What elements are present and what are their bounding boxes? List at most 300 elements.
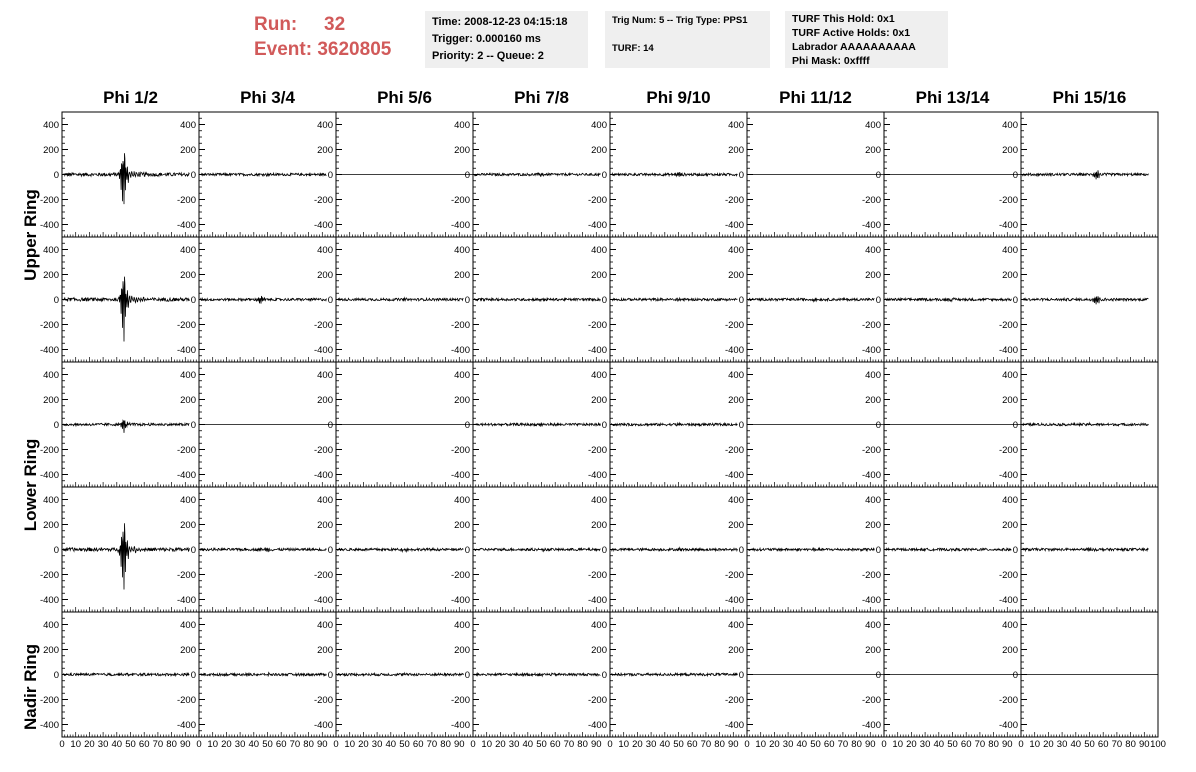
y-tick-label: 200 <box>454 645 470 656</box>
x-tick-label: 20 <box>632 739 643 750</box>
y-tick-label: -400 <box>998 720 1018 731</box>
x-tick-label: 70 <box>563 739 575 750</box>
x-tick-label: 80 <box>440 739 451 750</box>
y-tick-label: 200 <box>728 645 744 656</box>
y-tick-label: -200 <box>998 445 1018 456</box>
y-tick-label: -400 <box>176 220 196 231</box>
y-tick-label: -200 <box>998 195 1018 206</box>
y-tick-label: 0 <box>464 170 470 181</box>
y-tick-label: -400 <box>724 595 744 606</box>
turf-hold-line: TURF This Hold: 0x1 <box>792 13 895 25</box>
y-tick-label: 200 <box>728 270 744 281</box>
x-tick-label: 40 <box>522 739 534 750</box>
y-tick-label: 400 <box>43 495 59 506</box>
x-tick-label: 20 <box>769 739 780 750</box>
y-tick-label: 0 <box>327 170 333 181</box>
x-tick-label: 50 <box>399 739 410 750</box>
y-tick-label: -200 <box>313 320 333 331</box>
y-tick-label: 0 <box>875 420 881 431</box>
x-tick-label: 70 <box>152 739 164 750</box>
x-tick-label: 10 <box>344 739 355 750</box>
waveform-trace <box>200 548 326 552</box>
y-tick-label: 200 <box>180 645 196 656</box>
waveform-trace <box>611 548 737 551</box>
waveform-trace <box>474 298 600 301</box>
y-tick-label: 200 <box>865 145 881 156</box>
y-tick-label: -400 <box>587 220 607 231</box>
y-tick-label: -400 <box>861 345 881 356</box>
trigger-line: Trigger: 0.000160 ms <box>432 33 541 45</box>
y-tick-label: -200 <box>450 195 470 206</box>
y-tick-label: -400 <box>450 595 470 606</box>
y-tick-label: 400 <box>591 370 607 381</box>
y-tick-label: 0 <box>601 295 607 306</box>
y-tick-label: 0 <box>601 420 607 431</box>
y-tick-label: -200 <box>998 570 1018 581</box>
column-header-phi-1-2: Phi 1/2 <box>103 88 158 107</box>
y-tick-label: -400 <box>39 470 59 481</box>
y-tick-label: 400 <box>317 245 333 256</box>
y-tick-label: 200 <box>43 270 59 281</box>
y-tick-label: -400 <box>313 345 333 356</box>
x-tick-label: 50 <box>1084 739 1095 750</box>
y-tick-label: -400 <box>724 345 744 356</box>
x-tick-label: 70 <box>974 739 986 750</box>
y-tick-label: -400 <box>998 345 1018 356</box>
y-tick-label: -400 <box>313 720 333 731</box>
y-tick-label: 0 <box>464 545 470 556</box>
x-tick-label: 20 <box>495 739 506 750</box>
x-tick-label: 50 <box>673 739 684 750</box>
y-tick-label: 400 <box>865 245 881 256</box>
x-tick-label: 0 <box>1018 739 1024 750</box>
x-tick-label: 80 <box>1125 739 1136 750</box>
y-tick-label: 400 <box>180 495 196 506</box>
y-tick-label: -200 <box>861 320 881 331</box>
y-tick-label: -200 <box>176 195 196 206</box>
y-tick-label: 0 <box>601 170 607 181</box>
y-tick-label: -400 <box>724 470 744 481</box>
y-tick-label: -400 <box>450 220 470 231</box>
waveform-trace <box>1022 170 1148 179</box>
y-tick-label: -400 <box>39 220 59 231</box>
x-tick-label: 80 <box>166 739 177 750</box>
waveform-trace <box>474 173 600 177</box>
x-tick-label: 20 <box>1043 739 1054 750</box>
y-tick-label: -200 <box>39 445 59 456</box>
y-tick-label: -200 <box>39 570 59 581</box>
y-tick-label: -400 <box>998 595 1018 606</box>
y-tick-label: 200 <box>317 395 333 406</box>
y-tick-label: 400 <box>180 120 196 131</box>
x-tick-label: 40 <box>1070 739 1082 750</box>
y-tick-label: -200 <box>176 320 196 331</box>
y-tick-label: 200 <box>180 145 196 156</box>
y-tick-label: 200 <box>180 270 196 281</box>
y-tick-label: 200 <box>728 395 744 406</box>
y-tick-label: 200 <box>728 145 744 156</box>
x-tick-label: 10 <box>481 739 492 750</box>
y-tick-label: -200 <box>450 695 470 706</box>
y-tick-label: 400 <box>1002 120 1018 131</box>
y-tick-label: 400 <box>180 245 196 256</box>
y-tick-label: -400 <box>450 720 470 731</box>
y-tick-label: -400 <box>587 720 607 731</box>
turf-line: TURF: 14 <box>612 43 654 54</box>
y-tick-label: 200 <box>1002 145 1018 156</box>
y-tick-label: 0 <box>875 170 881 181</box>
y-tick-label: 200 <box>1002 520 1018 531</box>
y-tick-label: 200 <box>317 645 333 656</box>
x-tick-label: 30 <box>508 739 520 750</box>
y-tick-label: 0 <box>464 670 470 681</box>
y-tick-label: -400 <box>587 470 607 481</box>
column-header-phi-11-12: Phi 11/12 <box>779 88 852 107</box>
x-tick-label: 70 <box>426 739 438 750</box>
y-tick-label: 200 <box>591 270 607 281</box>
x-tick-label: 80 <box>303 739 314 750</box>
x-tick-label: 80 <box>714 739 725 750</box>
y-tick-label: 200 <box>865 395 881 406</box>
x-tick-label: 30 <box>97 739 109 750</box>
column-header-phi-9-10: Phi 9/10 <box>646 88 711 107</box>
y-tick-label: -200 <box>39 195 59 206</box>
x-tick-label: 60 <box>275 739 287 750</box>
y-tick-label: 400 <box>728 370 744 381</box>
waveform-trace <box>63 277 189 342</box>
y-tick-label: 0 <box>738 170 744 181</box>
x-tick-label: 20 <box>358 739 369 750</box>
waveform-trace <box>63 420 189 432</box>
x-tick-label: 30 <box>1056 739 1068 750</box>
y-tick-label: -400 <box>39 345 59 356</box>
y-tick-label: 200 <box>591 520 607 531</box>
y-tick-label: -400 <box>313 470 333 481</box>
x-tick-label: 50 <box>810 739 821 750</box>
column-header-phi-7-8: Phi 7/8 <box>514 88 569 107</box>
x-tick-label: 30 <box>645 739 657 750</box>
y-tick-label: -400 <box>998 470 1018 481</box>
y-tick-label: 200 <box>180 520 196 531</box>
x-tick-label: 80 <box>851 739 862 750</box>
waveform-trace <box>1022 296 1148 304</box>
y-tick-label: 400 <box>1002 620 1018 631</box>
y-tick-label: -400 <box>587 595 607 606</box>
x-tick-label: 70 <box>289 739 301 750</box>
y-tick-label: -400 <box>450 470 470 481</box>
y-tick-label: 200 <box>728 520 744 531</box>
y-tick-label: -400 <box>861 470 881 481</box>
y-tick-label: -200 <box>861 695 881 706</box>
y-tick-label: 0 <box>190 670 196 681</box>
x-tick-label: 70 <box>700 739 712 750</box>
y-tick-label: 400 <box>591 495 607 506</box>
y-tick-label: 200 <box>43 145 59 156</box>
y-tick-label: -200 <box>724 695 744 706</box>
y-tick-label: 400 <box>591 620 607 631</box>
y-tick-label: 400 <box>728 495 744 506</box>
y-tick-label: 400 <box>454 620 470 631</box>
y-tick-label: 0 <box>875 545 881 556</box>
x-tick-label: 20 <box>906 739 917 750</box>
y-tick-label: -200 <box>587 195 607 206</box>
x-tick-label: 30 <box>782 739 794 750</box>
waveform-trace <box>474 423 600 427</box>
x-tick-label: 10 <box>70 739 81 750</box>
waveform-trace <box>337 548 463 551</box>
y-tick-label: -200 <box>450 320 470 331</box>
y-tick-label: -200 <box>450 570 470 581</box>
y-tick-label: 0 <box>53 170 59 181</box>
y-tick-label: 200 <box>317 520 333 531</box>
y-tick-label: -200 <box>861 570 881 581</box>
y-tick-label: -200 <box>587 570 607 581</box>
waveform-trace <box>611 423 737 426</box>
y-tick-label: -400 <box>176 470 196 481</box>
time-line: Time: 2008-12-23 04:15:18 <box>432 16 568 28</box>
y-tick-label: 0 <box>53 295 59 306</box>
y-tick-label: -200 <box>998 320 1018 331</box>
y-tick-label: 0 <box>1012 545 1018 556</box>
waveform-trace <box>63 673 189 676</box>
y-tick-label: 400 <box>317 495 333 506</box>
y-tick-label: 200 <box>591 645 607 656</box>
x-tick-label: 40 <box>933 739 945 750</box>
y-tick-label: 0 <box>190 545 196 556</box>
x-tick-label: 40 <box>385 739 397 750</box>
y-tick-label: -200 <box>176 695 196 706</box>
x-tick-label: 60 <box>823 739 835 750</box>
y-tick-label: 400 <box>865 620 881 631</box>
y-tick-label: -400 <box>998 220 1018 231</box>
y-tick-label: 0 <box>327 670 333 681</box>
x-tick-label: 30 <box>234 739 246 750</box>
x-tick-label: 60 <box>960 739 972 750</box>
phi-mask-line: Phi Mask: 0xffff <box>792 55 870 67</box>
x-tick-label: 70 <box>1111 739 1123 750</box>
column-header-phi-3-4: Phi 3/4 <box>240 88 295 107</box>
priority-line: Priority: 2 -- Queue: 2 <box>432 50 544 62</box>
waveform-trace <box>200 173 326 176</box>
x-tick-label: 90 <box>180 739 191 750</box>
y-tick-label: -200 <box>998 695 1018 706</box>
y-tick-label: -200 <box>724 195 744 206</box>
ring-label-nadir: Nadir Ring <box>21 644 40 730</box>
x-tick-label: 20 <box>221 739 232 750</box>
waveform-trace <box>1022 423 1148 426</box>
x-tick-label: 40 <box>111 739 123 750</box>
y-tick-label: 400 <box>728 120 744 131</box>
y-tick-label: 200 <box>1002 645 1018 656</box>
y-tick-label: -400 <box>861 595 881 606</box>
waveform-trace <box>474 673 600 676</box>
y-tick-label: 200 <box>180 395 196 406</box>
x-tick-label: 90 <box>454 739 465 750</box>
waveform-trace <box>474 548 600 551</box>
y-tick-label: 0 <box>738 295 744 306</box>
y-tick-label: 0 <box>327 420 333 431</box>
y-tick-label: 400 <box>1002 495 1018 506</box>
y-tick-label: 200 <box>454 520 470 531</box>
y-tick-label: 0 <box>53 545 59 556</box>
y-tick-label: 400 <box>454 245 470 256</box>
y-tick-label: -200 <box>39 695 59 706</box>
event-value: 3620805 <box>317 39 392 60</box>
x-tick-label: 60 <box>412 739 424 750</box>
y-tick-label: -400 <box>39 595 59 606</box>
event-label: Event: <box>254 39 313 60</box>
x-tick-label: 50 <box>262 739 273 750</box>
y-tick-label: -400 <box>176 720 196 731</box>
y-tick-label: -400 <box>861 220 881 231</box>
y-tick-label: 400 <box>454 120 470 131</box>
waveform-trace <box>200 673 326 677</box>
waveform-trace <box>885 298 1011 301</box>
y-tick-label: 400 <box>43 620 59 631</box>
y-tick-label: -200 <box>587 445 607 456</box>
column-header-phi-5-6: Phi 5/6 <box>377 88 432 107</box>
waveform-trace <box>63 523 189 589</box>
y-tick-label: 400 <box>865 495 881 506</box>
trig-num-line: Trig Num: 5 -- Trig Type: PPS1 <box>612 15 748 26</box>
waveform-trace <box>337 298 463 302</box>
y-tick-label: 400 <box>591 245 607 256</box>
y-tick-label: 0 <box>190 170 196 181</box>
x-tick-label: 0 <box>607 739 613 750</box>
y-tick-label: 0 <box>327 545 333 556</box>
x-tick-label: 60 <box>1097 739 1109 750</box>
waveform-trace <box>748 298 874 302</box>
y-tick-label: -200 <box>587 320 607 331</box>
x-tick-label: 70 <box>837 739 849 750</box>
x-tick-label: 90 <box>728 739 739 750</box>
x-tick-label: 10 <box>207 739 218 750</box>
y-tick-label: 200 <box>454 395 470 406</box>
y-tick-label: -200 <box>313 195 333 206</box>
x-tick-label: 0 <box>59 739 65 750</box>
y-tick-label: 400 <box>1002 370 1018 381</box>
x-tick-label: 0 <box>744 739 750 750</box>
y-tick-label: 0 <box>190 420 196 431</box>
x-tick-label: 90 <box>317 739 328 750</box>
y-tick-label: -400 <box>724 220 744 231</box>
x-tick-label: 90 <box>591 739 602 750</box>
waveform-trace <box>885 548 1011 551</box>
y-tick-label: -200 <box>313 570 333 581</box>
y-tick-label: 200 <box>454 270 470 281</box>
y-tick-label: 400 <box>43 370 59 381</box>
x-tick-label: 30 <box>371 739 383 750</box>
y-tick-label: -200 <box>861 195 881 206</box>
y-tick-label: -200 <box>176 570 196 581</box>
x-tick-label: 60 <box>686 739 698 750</box>
x-tick-label: 60 <box>138 739 150 750</box>
y-tick-label: -200 <box>450 445 470 456</box>
x-tick-label: 80 <box>988 739 999 750</box>
waveform-trace <box>748 548 874 551</box>
waveform-trace <box>1022 547 1148 551</box>
x-tick-label: 0 <box>333 739 339 750</box>
y-tick-label: 400 <box>728 620 744 631</box>
x-tick-label: 100 <box>1150 739 1166 750</box>
y-tick-label: 200 <box>865 270 881 281</box>
x-tick-label: 40 <box>248 739 260 750</box>
y-tick-label: -200 <box>724 570 744 581</box>
x-tick-label: 50 <box>947 739 958 750</box>
y-tick-label: -200 <box>724 320 744 331</box>
column-header-phi-13-14: Phi 13/14 <box>915 88 990 107</box>
labrador-line: Labrador AAAAAAAAAA <box>792 41 916 53</box>
waveform-trace <box>200 296 326 304</box>
y-tick-label: -200 <box>724 445 744 456</box>
y-tick-label: -400 <box>450 345 470 356</box>
y-tick-label: 400 <box>317 370 333 381</box>
x-tick-label: 0 <box>470 739 476 750</box>
column-header-phi-15-16: Phi 15/16 <box>1052 88 1127 107</box>
waveform-trace <box>63 153 189 204</box>
y-tick-label: 0 <box>601 670 607 681</box>
y-tick-label: 400 <box>728 245 744 256</box>
waveform-trace <box>611 172 737 177</box>
y-tick-label: -200 <box>313 695 333 706</box>
y-tick-label: -200 <box>39 320 59 331</box>
y-tick-label: 400 <box>865 370 881 381</box>
y-tick-label: 0 <box>327 295 333 306</box>
y-tick-label: 0 <box>738 670 744 681</box>
y-tick-label: 400 <box>317 120 333 131</box>
y-tick-label: 200 <box>317 270 333 281</box>
x-tick-label: 90 <box>1139 739 1150 750</box>
x-tick-label: 80 <box>577 739 588 750</box>
y-tick-label: -400 <box>724 720 744 731</box>
y-tick-label: 400 <box>865 120 881 131</box>
x-tick-label: 20 <box>84 739 95 750</box>
x-tick-label: 50 <box>125 739 136 750</box>
y-tick-label: 0 <box>875 295 881 306</box>
x-tick-label: 40 <box>796 739 808 750</box>
y-tick-label: 200 <box>865 520 881 531</box>
y-tick-label: -400 <box>861 720 881 731</box>
x-tick-label: 10 <box>1029 739 1040 750</box>
y-tick-label: 400 <box>180 620 196 631</box>
y-tick-label: 200 <box>591 395 607 406</box>
waveform-trace <box>337 673 463 676</box>
y-tick-label: 0 <box>53 420 59 431</box>
y-tick-label: -200 <box>176 445 196 456</box>
y-tick-label: 400 <box>317 620 333 631</box>
turf-active-line: TURF Active Holds: 0x1 <box>792 27 911 39</box>
y-tick-label: 400 <box>591 120 607 131</box>
y-tick-label: 200 <box>43 520 59 531</box>
run-label: Run: <box>254 14 298 35</box>
run-value: 32 <box>324 14 346 35</box>
x-tick-label: 10 <box>618 739 629 750</box>
y-tick-label: 400 <box>454 370 470 381</box>
y-tick-label: 200 <box>317 145 333 156</box>
y-tick-label: 0 <box>1012 295 1018 306</box>
x-tick-label: 90 <box>865 739 876 750</box>
x-tick-label: 10 <box>892 739 903 750</box>
y-tick-label: 400 <box>180 370 196 381</box>
x-tick-label: 0 <box>196 739 202 750</box>
y-tick-label: 200 <box>865 645 881 656</box>
x-tick-label: 30 <box>919 739 931 750</box>
y-tick-label: 0 <box>601 545 607 556</box>
ring-label-lower: Lower Ring <box>21 438 40 532</box>
y-tick-label: 0 <box>190 295 196 306</box>
x-tick-label: 10 <box>755 739 766 750</box>
y-tick-label: 200 <box>1002 395 1018 406</box>
